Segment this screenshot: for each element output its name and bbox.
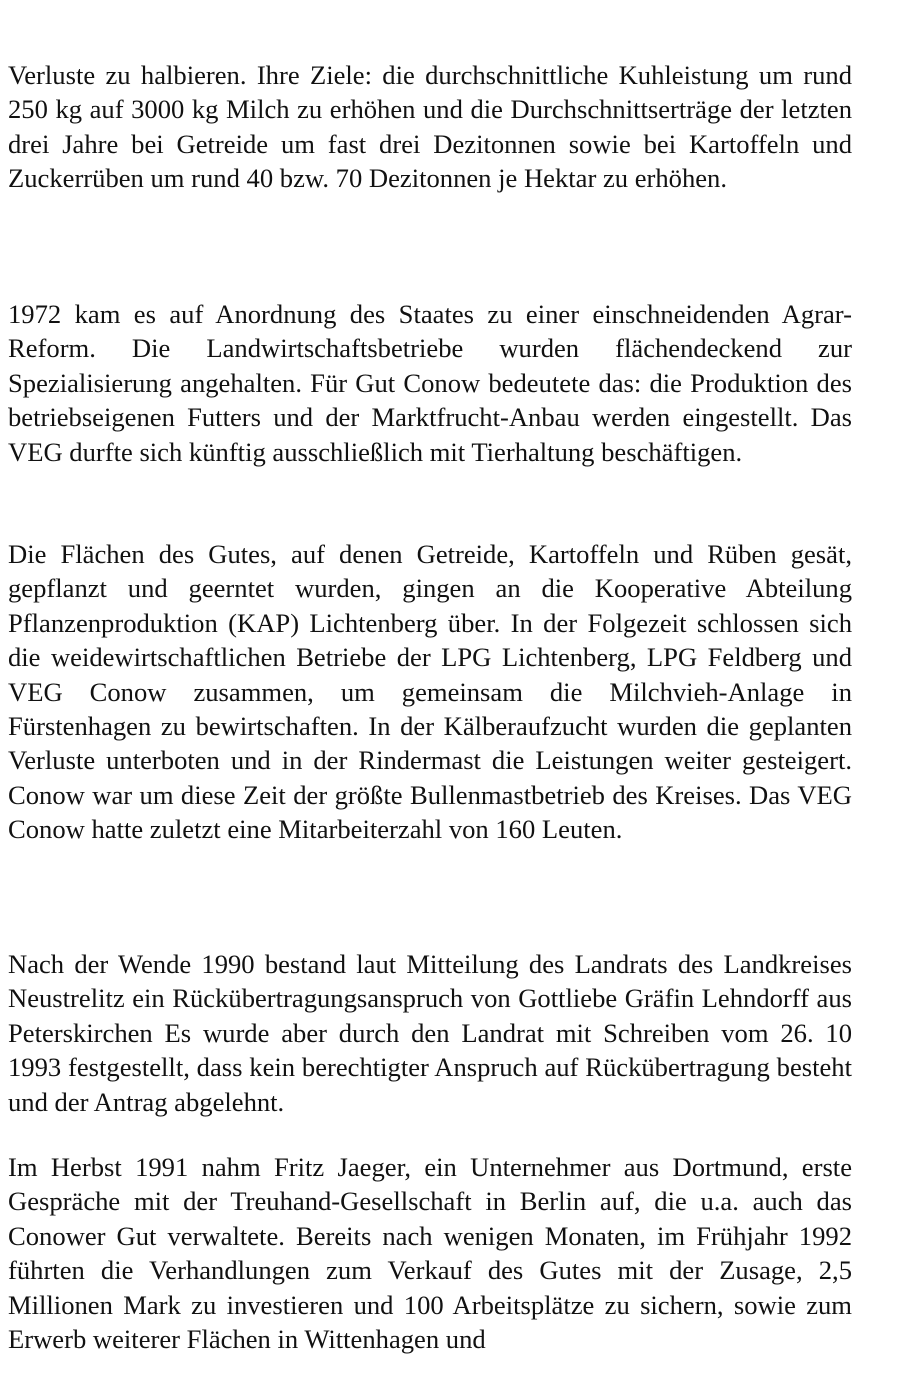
paragraph-wende-1990: Nach der Wende 1990 bestand laut Mitteilung des Landrats des Landkreises Neustrelitz ein Rückübertragungsanspruch von Gottliebe Gräfin Lehndorff aus Peterskirchen Es wurde aber durch den Landrat mit Schreiben vom 26. 10 1993 festgestellt, dass kein berechtigter Anspruch auf Rückübertragung besteht und der Antrag abgelehnt.: [8, 949, 852, 1117]
paragraph-milk-yield-goals: Verluste zu halbieren. Ihre Ziele: die durchschnittliche Kuhleistung um rund 250 kg auf 3000 kg Milch zu erhöhen und die Durchschnittserträge der letzten drei Jahre bei Getreide um fast drei Dezitonnen sowie bei Kartoffeln und Zuckerrüben um rund 40 bzw. 70 Dezitonnen je Hektar zu erhöhen.: [8, 60, 852, 194]
paragraph-agrar-reform-1972: 1972 kam es auf Anordnung des Staates zu einer einschneidenden Agrar-Reform. Die Landwirtschaftsbetriebe wurden flächendeckend zur Spezialisierung angehalten. Für Gut Conow bedeutete das: die Produktion des betriebseigenen Futters und der Marktfrucht-Anbau werden eingestellt. Das VEG durfte sich künftig ausschließlich mit Tierhaltung beschäftigen.: [8, 299, 852, 467]
paragraph-kap-lichtenberg: Die Flächen des Gutes, auf denen Getreide, Kartoffeln und Rüben gesät, gepflanzt und geerntet wurden, gingen an die Kooperative Abteilung Pflanzenproduktion (KAP) Lichtenberg über. In der Folgezeit schlossen sich die weidewirtschaftlichen Betriebe der LPG Lichtenberg, LPG Feldberg und VEG Conow zusammen, um gemeinsam die Milchvieh-Anlage in Fürstenhagen zu bewirtschaften. In der Kälberaufzucht wurden die geplanten Verluste unterboten und in der Rindermast die Leistungen weiter gesteigert. Conow war um diese Zeit der größte Bullenmastbetrieb des Kreises. Das VEG Conow hatte zuletzt eine Mitarbeiterzahl von 160 Leuten.: [8, 539, 852, 845]
paragraph-herbst-1991: Im Herbst 1991 nahm Fritz Jaeger, ein Unternehmer aus Dortmund, erste Gespräche mit der Treuhand-Gesellschaft in Berlin auf, die u.a. auch das Conower Gut verwaltete. Bereits nach wenigen Monaten, im Frühjahr 1992 führten die Verhandlungen zum Verkauf des Gutes mit der Zusage, 2,5 Millionen Mark zu investieren und 100 Arbeitsplätze zu sichern, sowie zum Erwerb weiterer Flächen in Wittenhagen und: [8, 1152, 852, 1355]
